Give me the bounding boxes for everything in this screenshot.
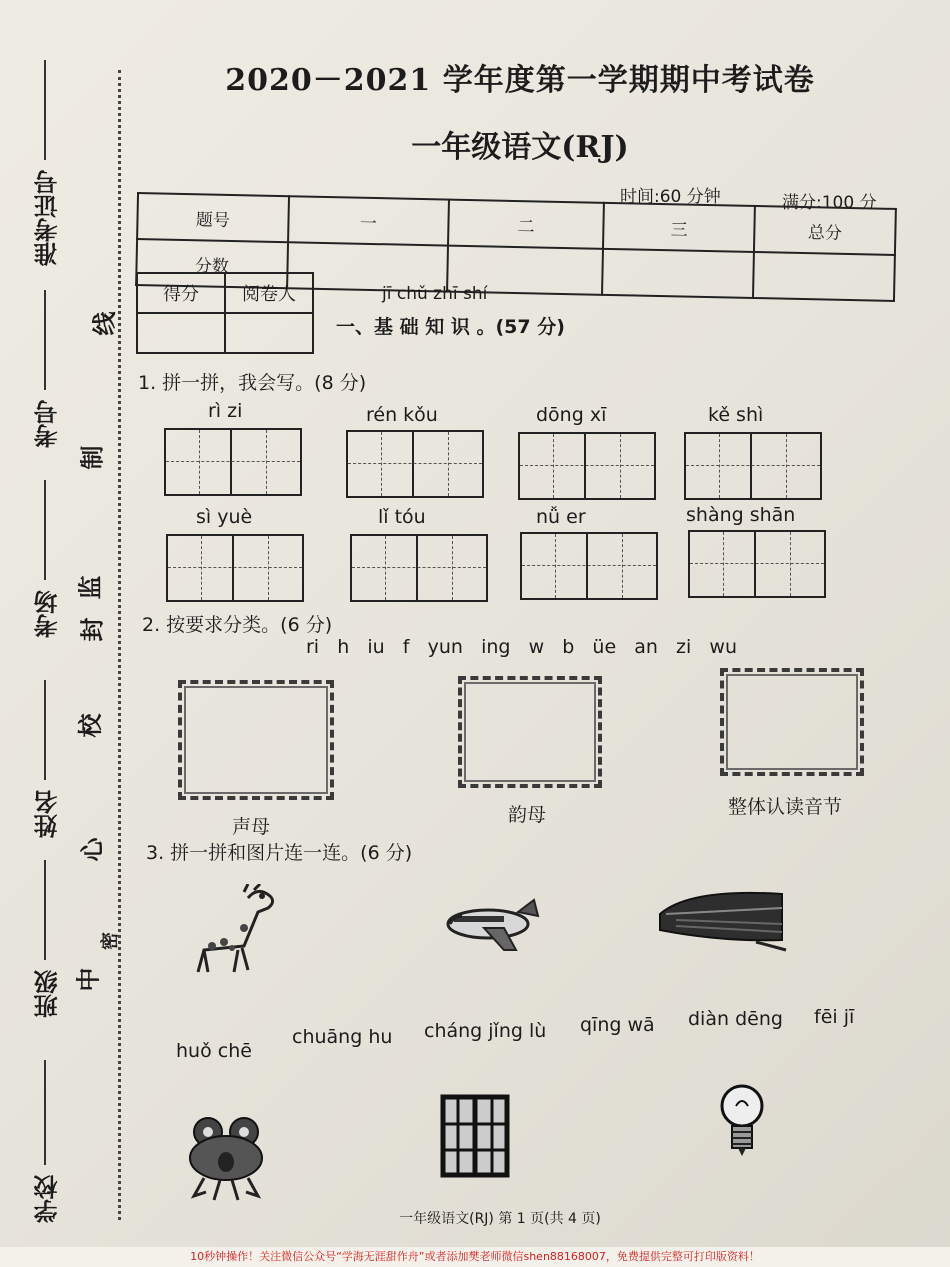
writing-grid[interactable]	[166, 534, 304, 602]
exam-number-blank	[44, 290, 46, 390]
seal-char: 中	[74, 967, 103, 992]
seal-char: 监	[76, 575, 105, 600]
class-label: 班级	[34, 970, 62, 1018]
name-blank	[44, 680, 46, 780]
writing-grid[interactable]	[346, 430, 484, 498]
writing-grid[interactable]	[518, 432, 656, 500]
q1-pinyin: kě shì	[708, 404, 764, 426]
school-label: 学校	[34, 1175, 62, 1223]
exam-time: 时间:60 分钟	[620, 187, 721, 207]
q3-word[interactable]: diàn dēng	[688, 1008, 783, 1030]
score-table-cell: 一	[288, 196, 449, 245]
score-table-cell[interactable]	[753, 252, 895, 301]
score-table-cell: 题号	[137, 193, 289, 242]
light-bulb-picture[interactable]	[718, 1082, 766, 1158]
exam-id-blank	[44, 60, 46, 160]
box-label-finals: 韵母	[508, 804, 547, 826]
grader-score-label: 得分	[137, 273, 225, 313]
page-footer: 一年级语文(RJ) 第 1 页(共 4 页)	[399, 1211, 601, 1227]
exam-title: 2020－2021 学年度第一学期期中考试卷	[225, 63, 815, 98]
score-table-cell: 二	[448, 200, 604, 249]
writing-grid[interactable]	[350, 534, 488, 602]
q1-pinyin: shàng shān	[686, 504, 796, 526]
q3-word[interactable]: cháng jǐng lù	[424, 1020, 547, 1042]
seal-char: 心	[78, 837, 107, 862]
q1-pinyin: nǚ er	[536, 506, 586, 528]
seal-dotted-line	[118, 70, 121, 1220]
q3-word[interactable]: chuāng hu	[292, 1026, 393, 1048]
box-label-whole-syllables: 整体认读音节	[728, 796, 843, 818]
exam-room-blank	[44, 480, 46, 580]
seal-char: 制	[78, 445, 107, 470]
class-blank	[44, 860, 46, 960]
writing-grid[interactable]	[520, 532, 658, 600]
writing-grid[interactable]	[688, 530, 826, 598]
seal-char: 封	[78, 617, 107, 642]
answer-box-finals[interactable]	[458, 676, 602, 788]
q1-pinyin: sì yuè	[196, 506, 253, 528]
exam-room-label: 考场	[34, 590, 62, 638]
airplane-picture[interactable]	[444, 898, 540, 954]
grader-name-field[interactable]	[225, 313, 313, 353]
q3-word[interactable]: fēi jī	[814, 1006, 855, 1028]
grader-name-label: 阅卷人	[225, 273, 313, 313]
promo-banner: 10秒钟操作！关注微信公众号“学海无涯甜作舟”或者添加樊老师微信shen88168007，免费提供完整可打印版资料！	[0, 1247, 950, 1267]
exam-number-label: 考号	[34, 400, 62, 448]
frog-picture[interactable]	[186, 1116, 268, 1202]
answer-box-whole-syllables[interactable]	[720, 668, 864, 776]
score-table-cell: 分数	[136, 239, 288, 288]
writing-grid[interactable]	[684, 432, 822, 500]
score-table-cell[interactable]	[602, 249, 754, 298]
exam-full-score: 满分:100 分	[782, 193, 877, 213]
q3-word[interactable]: huǒ chē	[176, 1040, 252, 1062]
grader-table	[136, 272, 314, 354]
exam-id-label: 准考证号	[34, 170, 62, 266]
q2-letters: ri h iu f yun ing w b üe an zi wu	[306, 636, 738, 658]
q1-pinyin: rì zi	[208, 400, 243, 422]
answer-box-initials[interactable]	[178, 680, 334, 800]
section1-pinyin: jī chǔ zhī shí	[382, 284, 488, 304]
section1-title: 一、基 础 知 识 。(57 分)	[336, 316, 565, 338]
seal-char: 校	[76, 713, 105, 738]
exam-subtitle: 一年级语文(RJ)	[411, 130, 629, 165]
q1-title: 1. 拼一拼，我会写。(8 分)	[138, 372, 367, 394]
q1-pinyin: lǐ tóu	[378, 506, 426, 528]
seal-char: 密	[100, 932, 121, 950]
q2-title: 2. 按要求分类。(6 分)	[142, 614, 333, 636]
score-table-cell: 三	[603, 203, 755, 252]
q1-pinyin: dōng xī	[536, 404, 607, 426]
name-label: 姓名	[34, 790, 62, 838]
box-label-initials: 声母	[232, 816, 271, 838]
q3-title: 3. 拼一拼和图片连一连。(6 分)	[146, 842, 413, 864]
giraffe-picture[interactable]	[184, 884, 290, 978]
seal-char: 线	[90, 311, 119, 336]
score-table-cell: 总分	[754, 206, 896, 255]
writing-grid[interactable]	[164, 428, 302, 496]
train-picture[interactable]	[656, 884, 790, 952]
window-picture[interactable]	[440, 1094, 510, 1178]
q1-pinyin: rén kǒu	[366, 404, 438, 426]
grader-score-field[interactable]	[137, 313, 225, 353]
q3-word[interactable]: qīng wā	[580, 1014, 655, 1036]
school-blank	[44, 1060, 46, 1165]
